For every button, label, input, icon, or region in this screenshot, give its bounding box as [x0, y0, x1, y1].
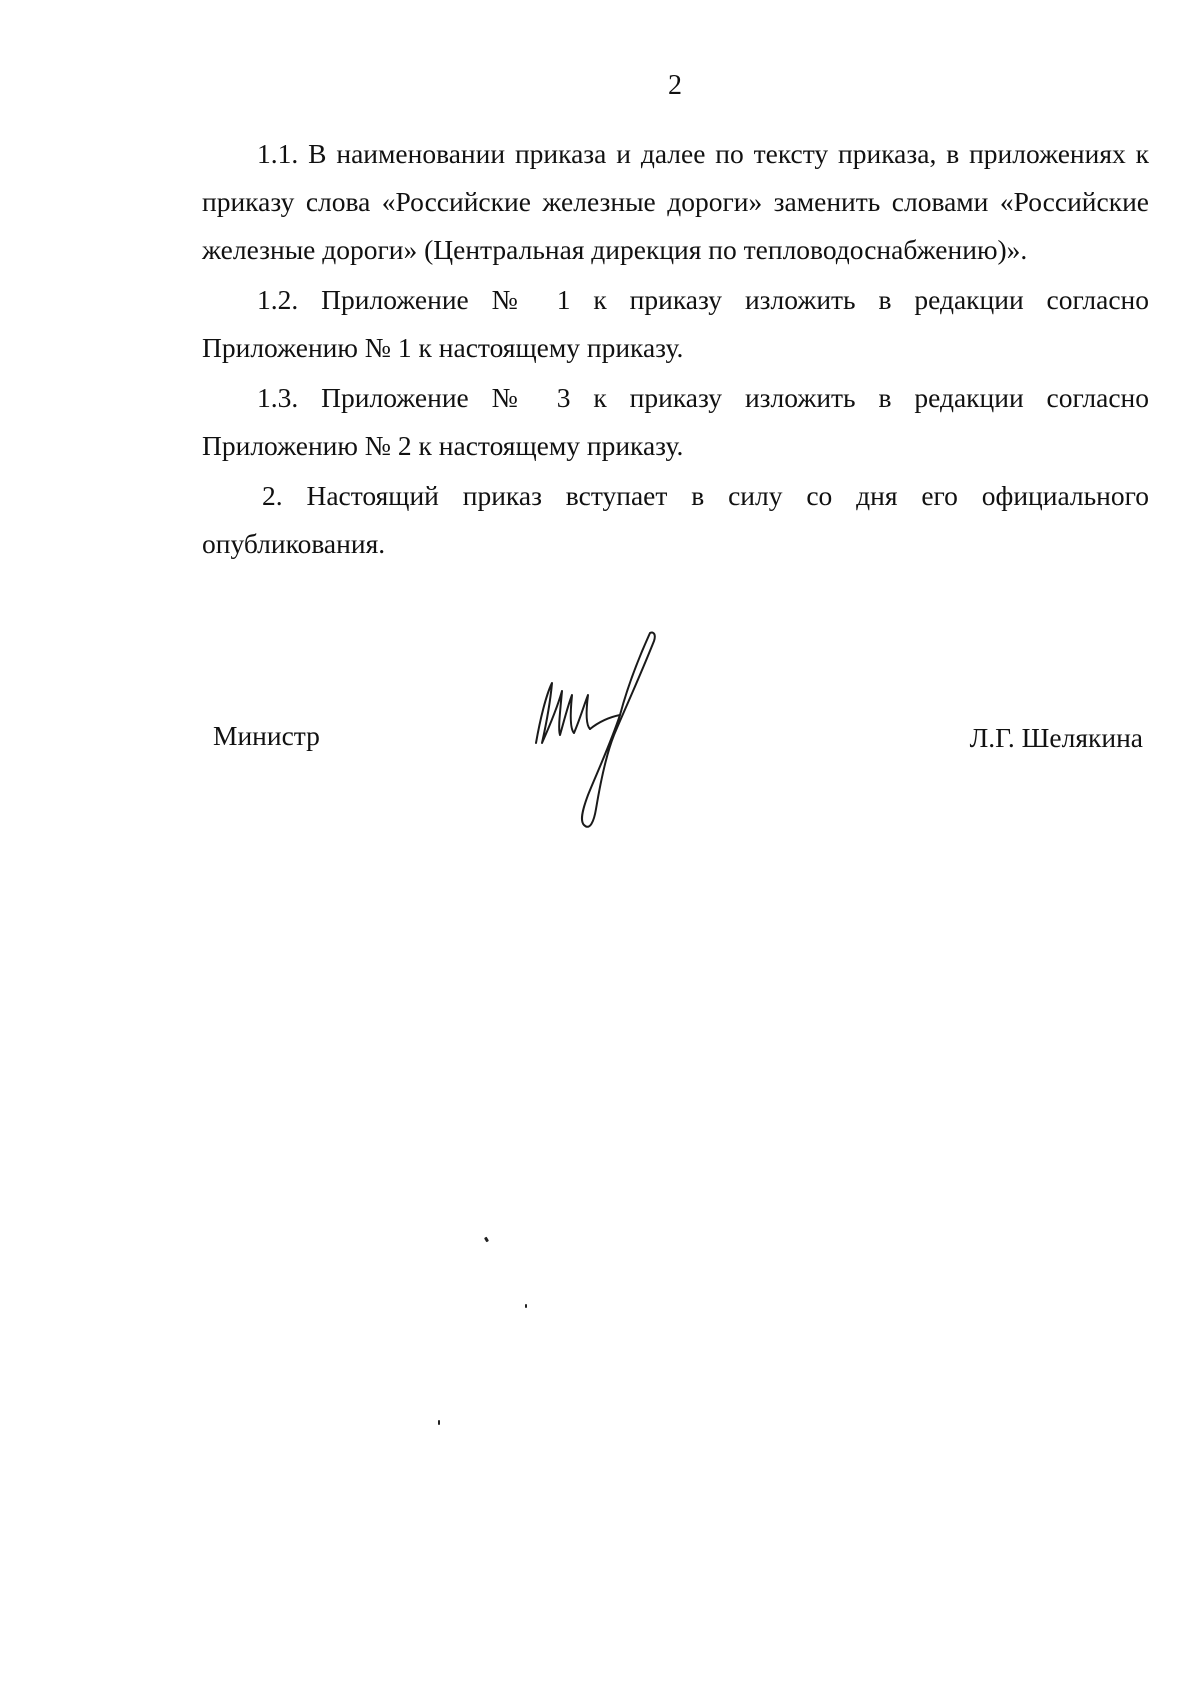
- page-number: 2: [668, 70, 682, 101]
- paragraph-1-1: 1.1. В наименовании приказа и далее по тексту приказа, в приложениях к приказу слова «Российские железные дороги» заменить словами «Российские железные дороги» (Центральная дирекция по тепловодоснабжению)».: [202, 138, 1149, 265]
- scan-speck: [525, 1304, 527, 1308]
- scan-speck: [484, 1237, 489, 1243]
- document-body: [202, 130, 1149, 568]
- paragraph-1-2: 1.2. Приложение № 1 к приказу изложить в редакции согласно Приложению № 1 к настоящему приказу.: [202, 284, 1149, 363]
- paragraph-2: 2. Настоящий приказ вступает в силу со дня его официального опубликования.: [202, 480, 1149, 559]
- handwritten-signature: [530, 625, 690, 835]
- signatory-name: Л.Г. Шелякина: [969, 722, 1143, 753]
- signatory-title: Министр: [213, 720, 320, 751]
- scan-speck: [438, 1420, 440, 1425]
- paragraph-1-3: 1.3. Приложение № 3 к приказу изложить в редакции согласно Приложению № 2 к настоящему приказу.: [202, 382, 1149, 461]
